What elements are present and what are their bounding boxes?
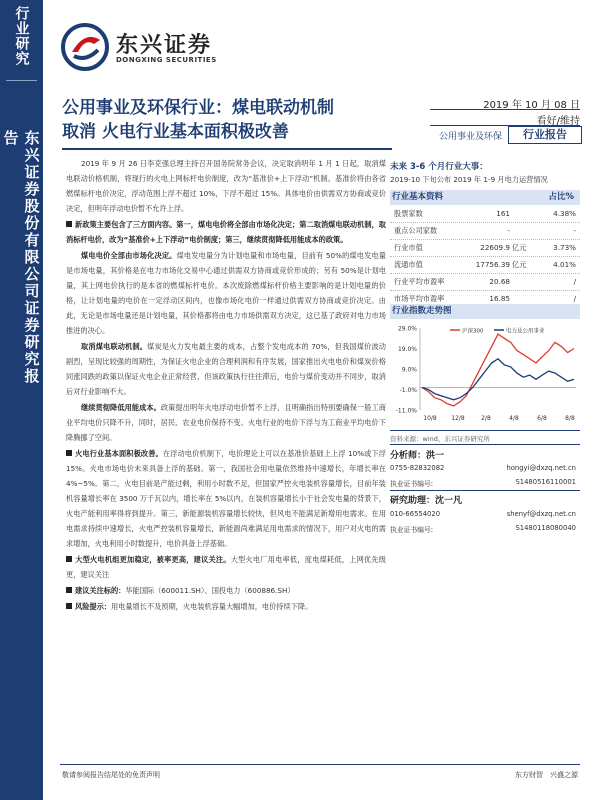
bullet-icon [66,587,72,593]
report-title-line1: 公用事业及环保行业：煤电联动机制 [62,98,334,118]
brand-mark-icon [60,22,110,72]
outlook-text: 2019-10 下旬公布 2019 年 1-9 月电力运营情况 [390,175,548,184]
fundamentals-title: 行业基本资料 [392,192,444,202]
legend-label-2: 电力及公用事业 [506,328,545,335]
analyst-1-name: 分析师：洪一 [390,451,445,461]
body-paragraph-2: 煤电电价全部由市场化决定。煤电发电量分为计划电量和市场电量，目前有 50%的煤电发电量是市场电量，其价格是在电力市场化交易中心通过供需双方协商或竞价形成的；另有 50%是计划电量，其上网电价执行的是本省的燃煤标杆电价。本次废除燃煤标杆价格主要影响的是计划电量的价格，让计划电量的电价在一定浮动区间内，也像市场化电价一样通过供需双方协商或竞价决定。由此，无论是市场电量还是计划电量，其价格都将由电力市场供需双方决定，这已基了政府对电力市场推进的决心。 [66,251,386,335]
x-tick-label: 2/8 [481,415,491,422]
sidebar-category: 行业研究 [13,6,30,66]
index-line-chart [390,322,580,430]
table-row: 行业平均市盈率 20.68 / [390,274,580,291]
x-tick-label: 10/8 [423,415,437,422]
y-tick-label: -11.0% [395,407,417,415]
sidebar [0,0,43,800]
body-point-7: 建议关注标的：华能国际（600011.SH）、国投电力（600886.SH） [66,583,386,598]
analyst-1-contact [390,464,580,472]
fundamentals-table [390,206,580,308]
fundamentals-header [390,190,580,205]
analyst-divider [390,490,580,491]
y-tick-label: 9.0% [401,366,417,374]
brand-name-cn: 东兴证券 [116,33,213,58]
brand-name-en: DONGXING SECURITIES [116,56,217,64]
analyst-2-phone: 010-66554020 [390,510,441,518]
analyst-2-contact [390,510,580,518]
footer-disclaimer: 敬请参阅报告结尾处的免责声明 [62,771,160,779]
analyst-2-email[interactable]: shenyf@dxzq.net.cn [506,510,576,518]
report-rating: 看好/维持 [536,116,580,127]
series-line-2 [422,359,574,400]
bullet-icon [66,556,72,562]
date-divider [430,109,580,110]
report-title-line2: 取消 火电行业基本面积极改善 [62,122,289,142]
analyst-1-license: 执业证书编号: S1480516110001 [390,478,576,488]
title-divider [62,148,392,150]
series-line-1 [422,334,574,406]
bullet-icon [66,450,72,456]
y-tick-label: 29.0% [397,325,417,333]
sidebar-divider [6,80,37,81]
report-body [66,156,386,615]
footer-divider [60,764,580,765]
report-type-badge: 行业报告 [508,126,582,144]
report-industry: 公用事业及环保 [438,132,502,142]
analyst-2-license: 执业证书编号: S1480118080040 [390,524,576,534]
bullet-icon [66,603,72,609]
index-chart [390,322,580,432]
analyst-1-email[interactable]: hongyi@dxzq.net.cn [506,464,576,472]
analyst-1-phone: 0755-82832082 [390,464,445,472]
body-paragraph-3: 取消煤电联动机制。煤炭是火力发电最主要的成本，占整个发电成本的 70%，但我国煤价波动剧烈，呈现比较强的周期性，为保证火电企业的合理利润和有序发展，国家推出火电电价和煤炭价格同涨同跌的政策以保证火电企业正常经营，但该政策执行往往滞后，电价与煤价变动并不同步，取消后对行业影响不大。 [66,342,386,396]
table-row: 股票家数 161 4.38% [390,206,580,223]
x-tick-label: 12/8 [451,415,465,422]
analyst-divider [390,444,580,445]
chart-header [390,304,580,319]
x-tick-label: 6/8 [537,415,547,422]
footer-slogan: 东方财智 兴盛之源 [515,771,578,779]
body-point-6: 大型火电机组更加稳定，被率更高，建议关注。大型火电厂用电率低，度电煤耗低，上网优先级更，建议关注 [66,555,386,579]
brand-logo [60,22,230,72]
body-point-1: 新政策主要包含了三方面内容。第一，煤电电价将全部由市场化决定；第二取消煤电联动机制，取消标杆电价，改为“基准价+上下浮动”电价制度；第三，继续贯彻降低用能成本的政策。 [66,220,386,244]
table-row: 重点公司家数 - - [390,223,580,240]
fundamentals-pct-header: 占比% [548,192,574,202]
analyst-2-name: 研究助理：沈一凡 [390,496,463,506]
body-point-8: 风险提示：用电量增长不及预期，火电装机容量大幅增加，电价持续下降。 [66,599,386,614]
x-tick-label: 8/8 [565,415,575,422]
sidebar-company: 东兴证券股份有限公司证券研究报告 [1,130,41,385]
table-row: 行业市值 22609.9 亿元 3.73% [390,240,580,257]
table-row: 流通市值 17756.39 亿元 4.01% [390,257,580,274]
report-date: 2019 年 10 月 08 日 [483,100,580,111]
table-row: 市场平均市盈率 16.85 / [390,291,580,308]
x-tick-label: 4/8 [509,415,519,422]
y-tick-label: -1.0% [399,387,417,394]
y-tick-label: 19.0% [397,346,417,353]
body-intro: 2019 年 9 月 26 日李克强总理主持召开国务院常务会议，决定取消明年 1 月 1 日起，取消煤电联动价格机制，将现行的火电上网标杆电价制度，改为“基准价+上下浮动”机制。基准价将由各省燃煤标杆电价决定，浮动范围上浮不超过 10%，下浮不超过 15%。具体电价由供需双方协商或竞价决定，但明年浮动电价暂不允许上浮。 [66,159,386,213]
outlook-title: 未来 3-6 个月行业大事： [390,162,488,172]
body-point-5: 火电行业基本面积极改善。在浮动电价机制下，电价理论上可以在基准价基础上上浮 10%或下浮 15%。火电市场电价未来具备上浮的基础。第一，我国社会用电量依然维持中速增长，年增长率在 4%~5%。第二，火电目前是产能过剩，利用小时数不足，但国家严控火电装机容量增长，目前年装机容量增长率在 3500 万千瓦以内，增长率在 5%以内，在装机容量增长小于社会发电量的背景下，火电产能利用率得将到提升。第三，新能源装机容量增长较快，但风电不能满足新增用电需求。在用电需求持续中速增长，火电严控装机容量增长，新能源尚难满足用电需求的情况下，用户对火电的需求增加，火电利用小时数提升，电价具备上浮基础。 [66,449,386,548]
report-title [62,96,412,144]
chart-title: 行业指数走势图 [392,306,452,316]
legend-label-1: 沪深300 [462,328,484,335]
bullet-icon [66,221,72,227]
chart-source: 资料来源：wind、东兴证券研究所 [390,430,580,443]
body-paragraph-4: 继续贯彻降低用能成本。政策提出明年火电浮动电价暂不上浮，且明确指出特别要确保一般工商业平均电价只降不升，同时，居民、农业电价保持不变。火电行业的电价下浮与为工商业平均电价下降腾挪了空间。 [66,403,386,442]
